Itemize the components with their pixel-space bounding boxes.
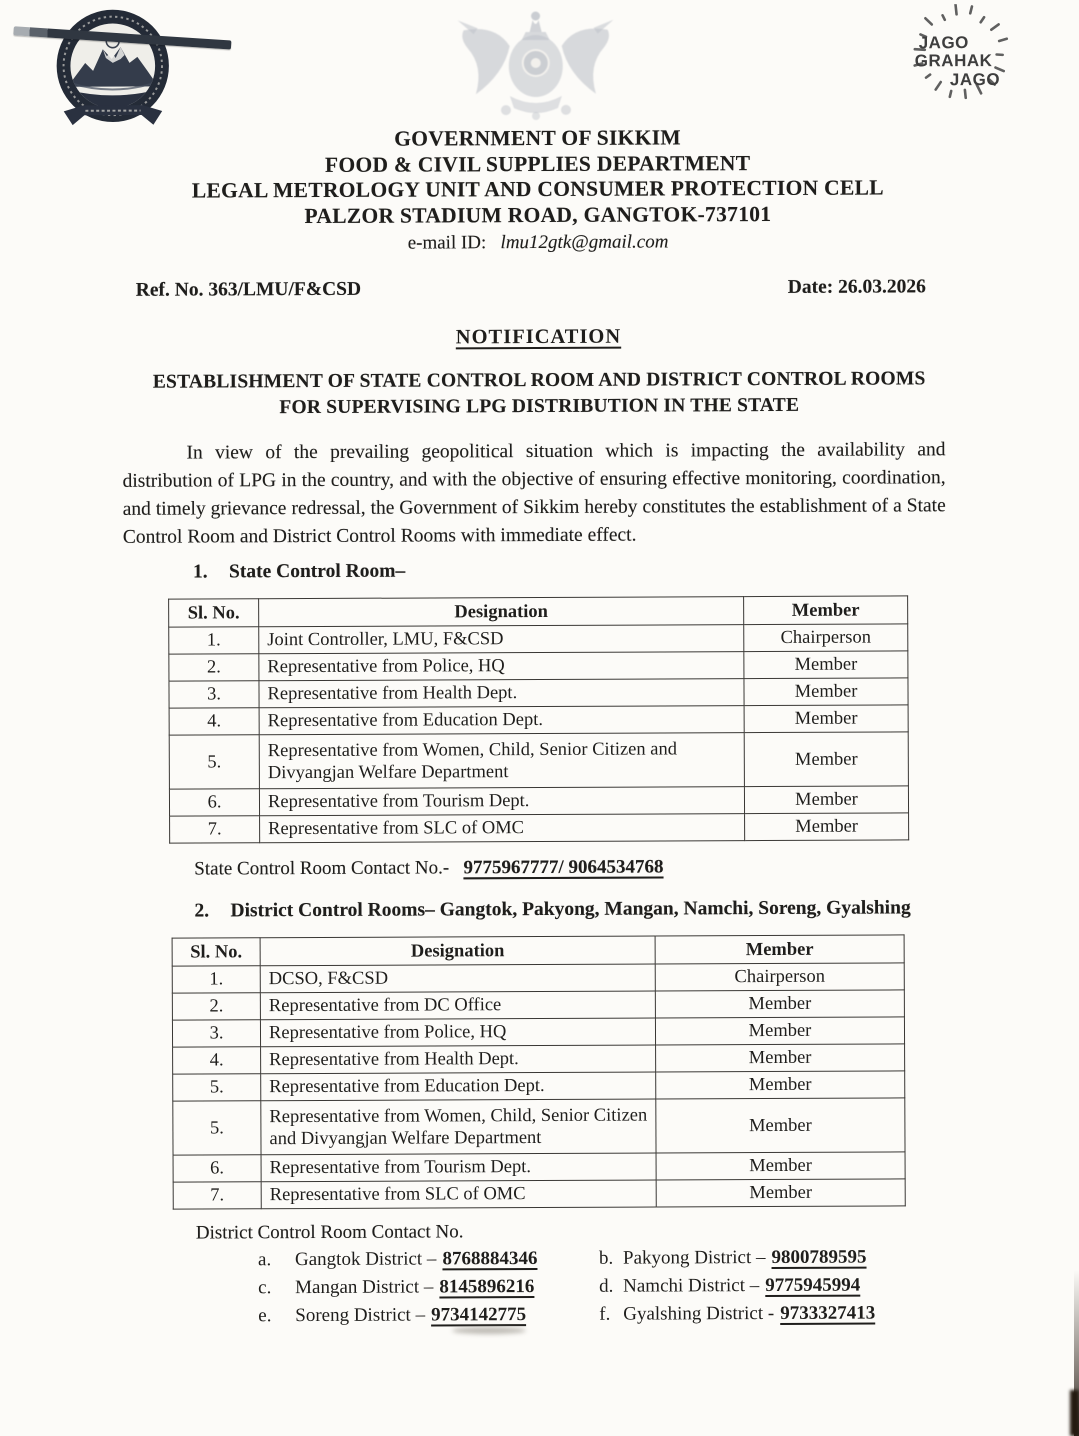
district-contact-heading: District Control Room Contact No. bbox=[195, 1221, 464, 1244]
notification-title: NOTIFICATION bbox=[455, 325, 622, 349]
table-row bbox=[169, 624, 908, 654]
state-contact-line bbox=[194, 856, 663, 880]
sikkim-state-seal bbox=[34, 4, 193, 133]
cell-designation: Representative from Health Dept. bbox=[261, 1045, 656, 1074]
contact-number: 8145896216 bbox=[439, 1276, 535, 1298]
contact-row bbox=[258, 1302, 988, 1333]
email-label: e-mail ID: bbox=[407, 232, 487, 254]
contact-letter: f. bbox=[599, 1303, 611, 1325]
contact-letter: c. bbox=[258, 1277, 272, 1299]
cell-member: Member bbox=[656, 1179, 905, 1207]
org-line-unit: LEGAL METROLOGY UNIT AND CONSUMER PROTECTION CELL bbox=[191, 175, 884, 203]
table-row bbox=[170, 813, 909, 843]
table-row bbox=[172, 1017, 904, 1047]
table-row bbox=[173, 1152, 905, 1182]
table-row bbox=[173, 1098, 905, 1155]
section2-heading bbox=[194, 897, 974, 922]
cell-designation: Representative from SLC of OMC bbox=[260, 814, 745, 843]
jago-grahak-jago-logo bbox=[906, 4, 1016, 106]
contact-letter: b. bbox=[598, 1247, 614, 1269]
contact-district: Gyalshing District - bbox=[623, 1302, 775, 1325]
table-header-row bbox=[169, 596, 908, 627]
cell-member: Member bbox=[656, 1098, 905, 1153]
table-row bbox=[169, 732, 908, 789]
cell-sl: 3. bbox=[169, 681, 259, 708]
cell-sl: 1. bbox=[172, 966, 260, 993]
section1-title: State Control Room– bbox=[228, 560, 406, 583]
contact-item bbox=[599, 1303, 875, 1326]
cell-designation: Representative from DC Office bbox=[260, 991, 655, 1020]
district-control-room-table bbox=[172, 934, 906, 1209]
contact-row bbox=[258, 1274, 988, 1305]
org-line-department: FOOD & CIVIL SUPPLIES DEPARTMENT bbox=[324, 150, 751, 177]
contact-item bbox=[599, 1247, 867, 1270]
document-date: Date: 26.03.2026 bbox=[787, 276, 926, 298]
section1-number: 1. bbox=[192, 561, 208, 583]
contact-number: 8768884346 bbox=[442, 1248, 538, 1270]
table-row bbox=[173, 1179, 905, 1209]
subject-line2: FOR SUPERVISING LPG DISTRIBUTION IN THE STATE bbox=[279, 394, 800, 418]
cell-sl: 4. bbox=[173, 1047, 261, 1074]
cell-sl: 4. bbox=[169, 708, 259, 735]
section2-title: District Control Rooms– Gangtok, Pakyong, Mangan, Namchi, Soreng, Gyalshing bbox=[230, 897, 911, 922]
cell-member: Member bbox=[656, 1044, 905, 1072]
org-line-address: PALZOR STADIUM ROAD, GANGTOK-737101 bbox=[304, 201, 772, 228]
subject-line1: ESTABLISHMENT OF STATE CONTROL ROOM AND DISTRICT CONTROL ROOMS bbox=[152, 368, 926, 393]
email-line bbox=[0, 228, 1078, 258]
cell-sl: 7. bbox=[170, 816, 260, 843]
cell-member: Member bbox=[745, 813, 909, 841]
district-contact-list bbox=[258, 1246, 988, 1333]
contact-district: Gangtok District – bbox=[294, 1248, 437, 1271]
cell-member: Member bbox=[744, 732, 908, 787]
header-sl-no: Sl. No. bbox=[172, 938, 260, 966]
contact-item bbox=[258, 1248, 538, 1271]
cell-sl: 5. bbox=[169, 735, 259, 789]
header-sl-no: Sl. No. bbox=[169, 599, 259, 627]
table-row bbox=[169, 651, 908, 681]
table-row bbox=[169, 705, 908, 735]
cell-member: Member bbox=[744, 651, 908, 679]
cell-sl: 5. bbox=[173, 1101, 261, 1155]
cell-designation: Representative from Tourism Dept. bbox=[261, 1153, 656, 1182]
jago-line3: JAGO bbox=[949, 69, 1001, 90]
cell-designation: Representative from Education Dept. bbox=[261, 1072, 656, 1101]
cell-member: Member bbox=[744, 678, 908, 706]
cell-designation: Joint Controller, LMU, F&CSD bbox=[259, 625, 744, 654]
cell-member: Member bbox=[655, 990, 904, 1018]
cell-member: Member bbox=[655, 1017, 904, 1045]
contact-number: 9775945994 bbox=[765, 1274, 861, 1297]
contact-district: Pakyong District – bbox=[622, 1247, 766, 1269]
scan-corner-mark bbox=[1070, 1390, 1079, 1436]
cell-member: Member bbox=[656, 1152, 905, 1180]
cell-sl: 5. bbox=[173, 1074, 261, 1101]
contact-row bbox=[258, 1246, 988, 1277]
scan-smudge bbox=[452, 1327, 526, 1334]
contact-letter: e. bbox=[258, 1305, 272, 1327]
header-designation: Designation bbox=[259, 597, 744, 627]
cell-designation: DCSO, F&CSD bbox=[260, 964, 655, 993]
jago-line2: GRAHAK bbox=[914, 51, 993, 71]
email-address: lmu12gtk@gmail.com bbox=[500, 231, 669, 254]
contact-letter: a. bbox=[257, 1249, 272, 1271]
state-coat-of-arms bbox=[430, 8, 642, 123]
cell-sl: 3. bbox=[172, 1020, 260, 1047]
contact-item bbox=[258, 1276, 534, 1299]
cell-member: Member bbox=[744, 786, 908, 814]
header-designation: Designation bbox=[260, 936, 655, 966]
jago-line1: JAGO bbox=[918, 33, 969, 53]
section2-number: 2. bbox=[194, 900, 210, 922]
subject-heading bbox=[124, 366, 954, 421]
state-control-room-table bbox=[168, 595, 909, 843]
table-row bbox=[172, 990, 904, 1020]
cell-member: Chairperson bbox=[744, 624, 908, 652]
cell-sl: 7. bbox=[173, 1182, 261, 1209]
cell-designation: Representative from Tourism Dept. bbox=[259, 787, 744, 816]
table-row bbox=[173, 1044, 905, 1074]
table-row bbox=[173, 1071, 905, 1101]
cell-designation: Representative from Women, Child, Senior Citizen and Divyangjan Welfare Department bbox=[261, 1099, 656, 1155]
cell-member: Member bbox=[744, 705, 908, 733]
reference-number: Ref. No. 363/LMU/F&CSD bbox=[135, 278, 362, 301]
table-row bbox=[169, 786, 908, 816]
table-header-row bbox=[172, 935, 904, 966]
cell-designation: Representative from Women, Child, Senior Citizen and Divyangjan Welfare Department bbox=[259, 733, 744, 789]
cell-sl: 6. bbox=[173, 1155, 261, 1182]
cell-designation: Representative from Education Dept. bbox=[259, 706, 744, 735]
cell-sl: 2. bbox=[172, 993, 260, 1020]
state-contact-numbers: 9775967777/ 9064534768 bbox=[463, 856, 664, 879]
body-paragraph: In view of the prevailing geopolitical situation which is impacting the availability and distribution of LPG in the country, and with the objective of ensuring effective monitoring, coordination, and timely grievance redressal, the Government of Sikkim hereby constitutes the establishment of a State Control Room and District Control Rooms with immediate effect. bbox=[122, 439, 946, 548]
cell-sl: 1. bbox=[169, 627, 259, 654]
cell-member: Chairperson bbox=[655, 963, 904, 991]
section1-heading bbox=[193, 561, 405, 584]
cell-sl: 2. bbox=[169, 654, 259, 681]
table-row bbox=[169, 678, 908, 708]
cell-designation: Representative from Health Dept. bbox=[259, 679, 744, 708]
state-contact-label: State Control Room Contact No.- bbox=[194, 857, 450, 880]
contact-number: 9733327413 bbox=[780, 1302, 876, 1324]
header-member: Member bbox=[744, 596, 908, 625]
contact-district: Mangan District – bbox=[295, 1276, 434, 1299]
contact-district: Soreng District – bbox=[295, 1304, 426, 1327]
contact-number: 9734142775 bbox=[431, 1304, 527, 1326]
contact-number: 9800789595 bbox=[771, 1246, 867, 1268]
header-member: Member bbox=[655, 935, 904, 964]
org-line-government: GOVERNMENT OF SIKKIM bbox=[394, 125, 682, 151]
cell-designation: Representative from Police, HQ bbox=[260, 1018, 655, 1047]
cell-sl: 6. bbox=[169, 789, 259, 816]
letterhead bbox=[0, 124, 1078, 258]
contact-district: Namchi District – bbox=[623, 1275, 760, 1297]
cell-member: Member bbox=[656, 1071, 905, 1099]
contact-letter: d. bbox=[599, 1275, 614, 1297]
cell-designation: Representative from Police, HQ bbox=[259, 652, 744, 681]
contact-item bbox=[599, 1275, 860, 1298]
contact-item bbox=[258, 1304, 526, 1327]
table-row bbox=[172, 963, 904, 993]
cell-designation: Representative from SLC of OMC bbox=[261, 1180, 656, 1209]
